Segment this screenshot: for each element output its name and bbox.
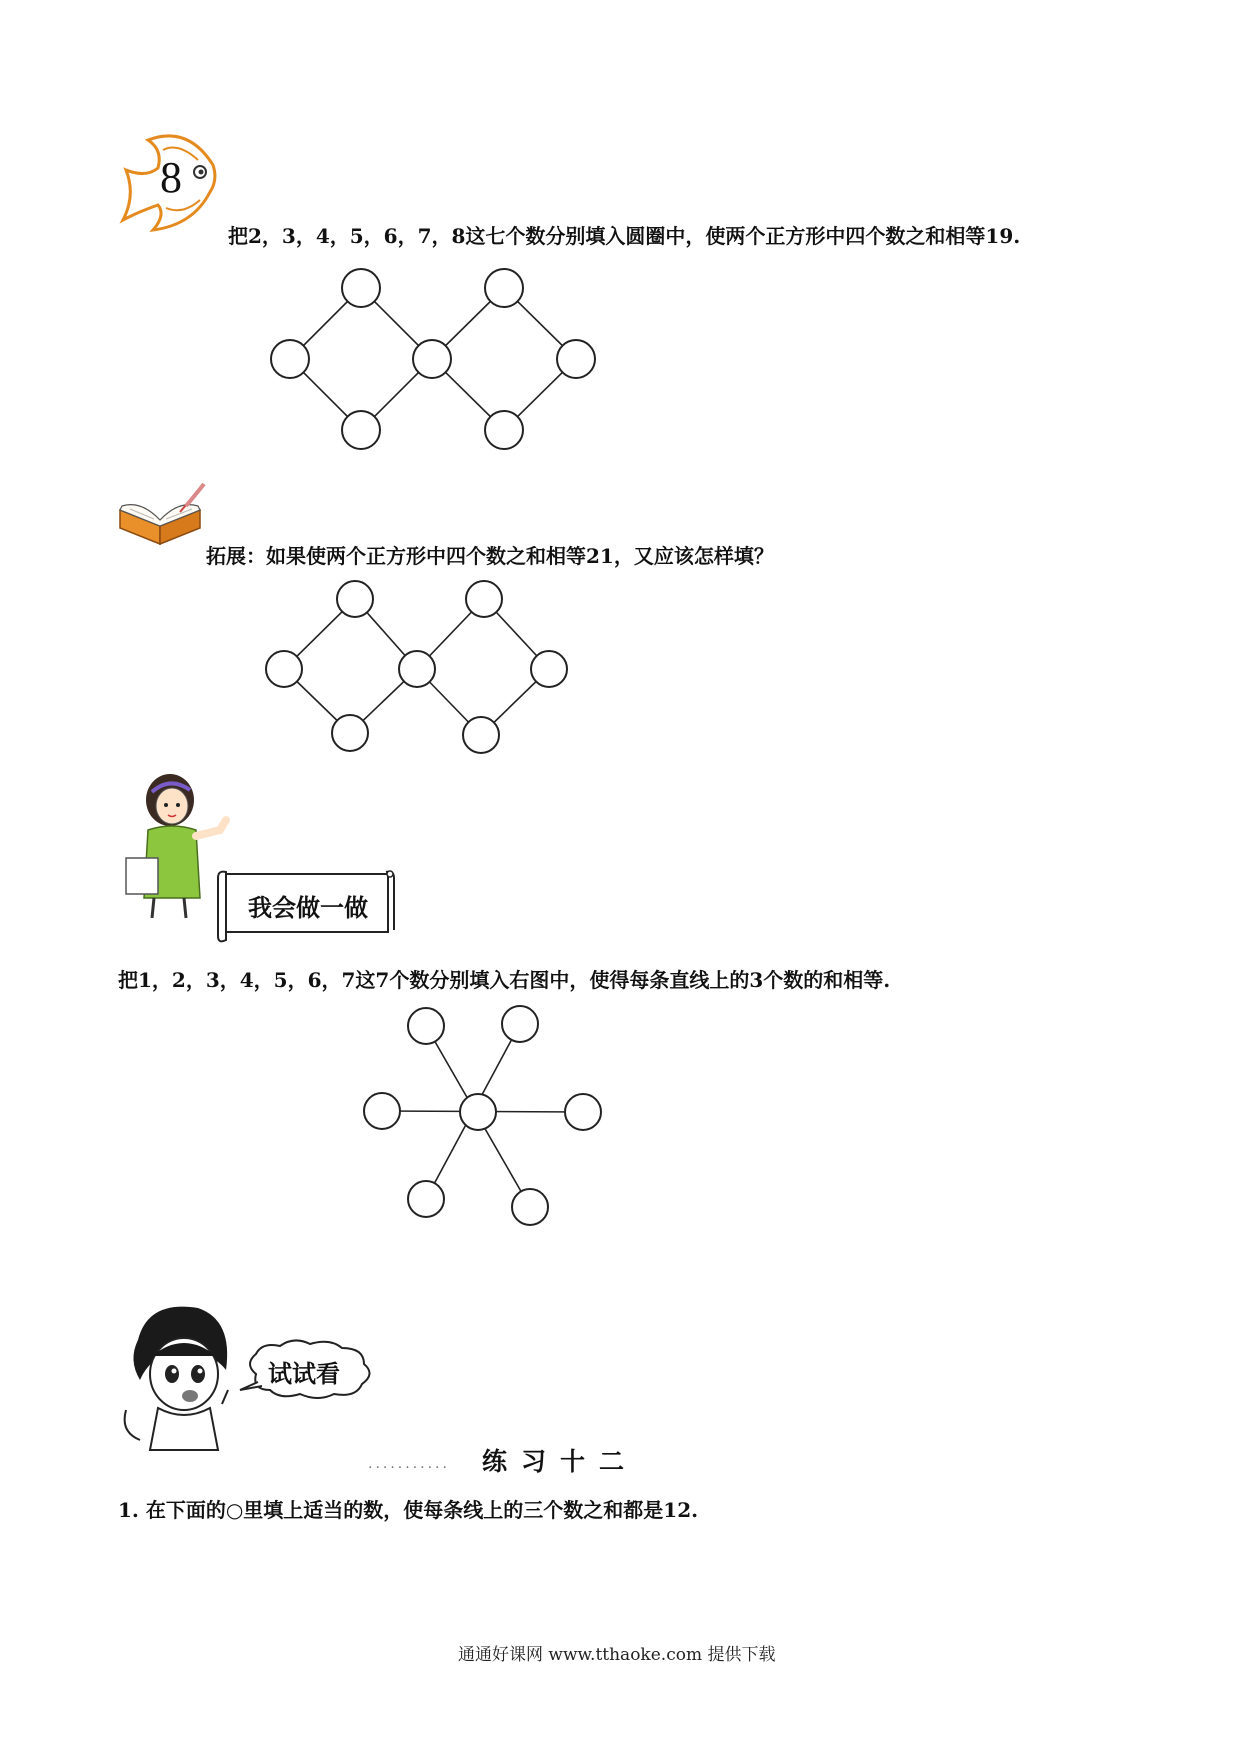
- answer-circle[interactable]: [502, 1006, 538, 1042]
- fish-badge: [118, 120, 228, 240]
- two-squares-diagram-1: [260, 262, 620, 462]
- answer-circle[interactable]: [332, 715, 368, 751]
- answer-circle[interactable]: [531, 651, 567, 687]
- speech-bubble: [238, 1338, 378, 1402]
- answer-circle[interactable]: [399, 651, 435, 687]
- answer-circle[interactable]: [342, 269, 380, 307]
- answer-circle[interactable]: [408, 1008, 444, 1044]
- banner-label: 我会做一做: [248, 894, 368, 922]
- answer-circle[interactable]: [460, 1094, 496, 1130]
- answer-circle[interactable]: [413, 340, 451, 378]
- problem-1-text: 把2，3，4，5，6，7，8这七个数分别填入圆圈中，使两个正方形中四个数之和相等19.: [228, 224, 1021, 248]
- answer-circle[interactable]: [512, 1189, 548, 1225]
- answer-circle[interactable]: [485, 269, 523, 307]
- star-diagram: [360, 1002, 620, 1242]
- exercise-item-1: 1. 在下面的○里填上适当的数，使每条线上的三个数之和都是12.: [118, 1498, 699, 1522]
- problem-2-text: 把1，2，3，4，5，6，7这7个数分别填入右图中，使得每条直线上的3个数的和相等.: [118, 968, 891, 992]
- answer-circle[interactable]: [342, 411, 380, 449]
- open-book-icon: [116, 482, 208, 552]
- two-squares-diagram-2: [258, 580, 618, 760]
- girl-icon: [118, 1300, 248, 1460]
- extension-text: 拓展：如果使两个正方形中四个数之和相等21，又应该怎样填？: [206, 544, 774, 568]
- answer-circle[interactable]: [364, 1093, 400, 1129]
- book-icon-container: [116, 482, 208, 556]
- answer-circle[interactable]: [557, 340, 595, 378]
- footer-credit: 通通好课网 www.tthaoke.com 提供下载: [458, 1645, 776, 1665]
- answer-circle[interactable]: [337, 581, 373, 617]
- answer-circle[interactable]: [565, 1094, 601, 1130]
- answer-circle[interactable]: [463, 717, 499, 753]
- girl-illustration: [118, 1300, 248, 1464]
- exercise-title: 练习十二: [482, 1447, 639, 1476]
- answer-circle[interactable]: [271, 340, 309, 378]
- section-number: 8: [160, 153, 182, 202]
- answer-circle[interactable]: [466, 581, 502, 617]
- scroll-banner: [214, 868, 396, 946]
- answer-circle[interactable]: [408, 1181, 444, 1217]
- bubble-label: 试试看: [268, 1359, 340, 1388]
- answer-circle[interactable]: [485, 411, 523, 449]
- answer-circle[interactable]: [266, 651, 302, 687]
- leader-dots: ...........: [368, 1456, 450, 1472]
